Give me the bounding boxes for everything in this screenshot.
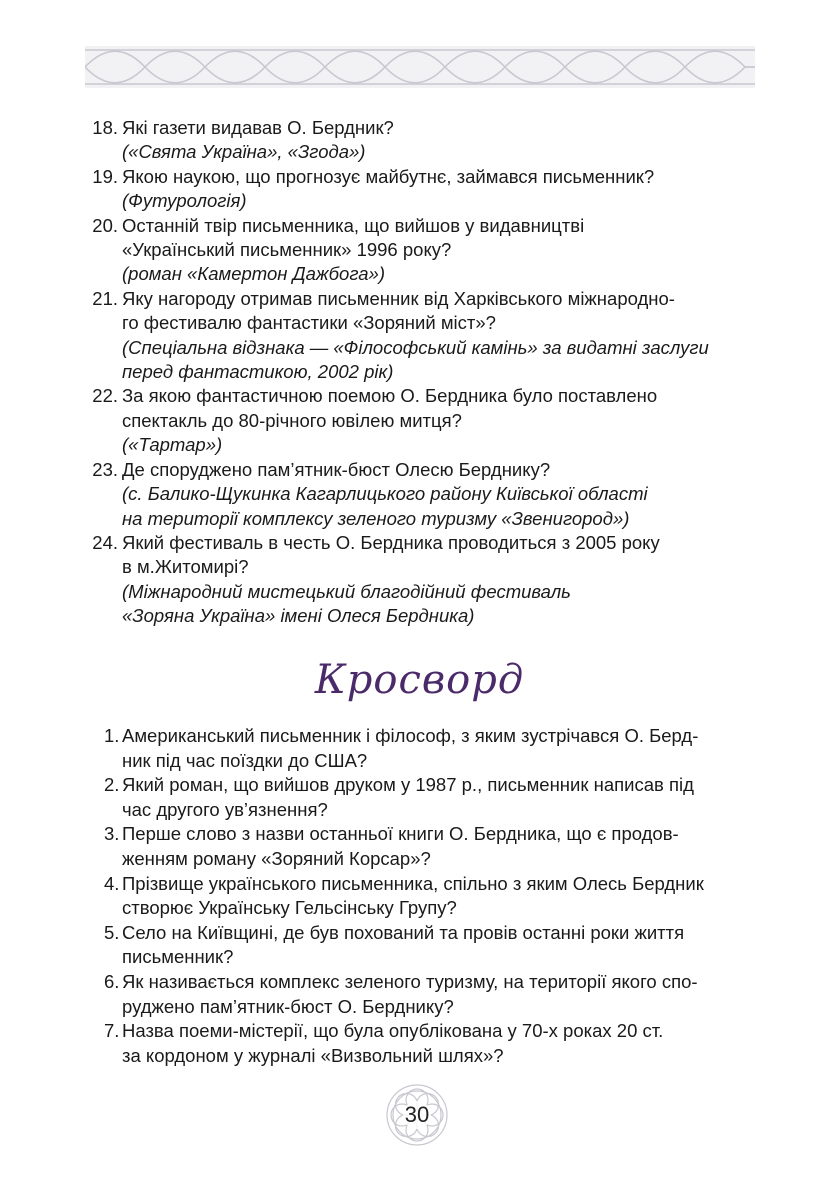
answer-text: на території комплексу зеленого туризму «Звенигород») bbox=[122, 507, 630, 529]
question-text: Де споруджено пам’ятник-бюст Олесю Берднику? bbox=[122, 458, 551, 480]
clue-text: час другого ув’язнення? bbox=[122, 798, 328, 820]
question-item bbox=[88, 165, 768, 214]
question-text: Які газети видавав О. Бердник? bbox=[122, 117, 394, 138]
page-number-badge bbox=[385, 1083, 449, 1147]
clue-item bbox=[104, 872, 764, 921]
question-text: спектакль до 80-річного ювілею митця? bbox=[122, 409, 462, 431]
question-text: За якою фантастичною поемою О. Бердника було поставлено bbox=[122, 385, 658, 407]
clue-number: 2. bbox=[104, 774, 120, 796]
clue-number: 7. bbox=[104, 1020, 120, 1042]
clue-item bbox=[104, 921, 764, 970]
page-number: 30 bbox=[404, 1102, 430, 1127]
clue-text: письменник? bbox=[122, 946, 234, 968]
questions-list bbox=[88, 116, 768, 629]
crossword-clues-list bbox=[104, 724, 764, 1068]
question-text: Яку нагороду отримав письменник від Харківського міжнародно- bbox=[122, 287, 675, 309]
clue-number: 4. bbox=[104, 872, 120, 894]
answer-text: («Тартар») bbox=[122, 434, 223, 456]
question-number: 23. bbox=[92, 458, 118, 480]
answer-text: (Міжнародний мистецький благодійний фестиваль bbox=[122, 580, 571, 602]
question-item bbox=[88, 287, 768, 385]
clue-text: створює Українську Гельсінську Групу? bbox=[122, 897, 457, 919]
clue-text: Назва поеми-містерії, що була опублікована у 70-х роках 20 ст. bbox=[122, 1020, 664, 1042]
clue-item bbox=[104, 822, 764, 871]
clue-text: женням роману «Зоряний Корсар»? bbox=[122, 847, 431, 869]
clue-text: ник під час поїздки до США? bbox=[122, 749, 368, 771]
question-text: «Український письменник» 1996 року? bbox=[122, 239, 452, 261]
answer-text: («Свята Україна», «Згода») bbox=[122, 141, 366, 163]
question-number: 22. bbox=[92, 385, 118, 407]
question-text: Останній твір письменника, що вийшов у видавництві bbox=[122, 214, 585, 236]
answer-text: (с. Балико-Щукинка Кагарлицького району Київської області bbox=[122, 483, 648, 505]
question-item bbox=[88, 384, 768, 457]
answer-text: (Спеціальна відзнака — «Філософський камінь» за видатні заслуги bbox=[122, 336, 709, 358]
header-ornament bbox=[85, 46, 755, 88]
clue-item bbox=[104, 1019, 764, 1068]
clue-number: 5. bbox=[104, 921, 120, 943]
answer-text: «Зоряна Україна» імені Олеся Бердника) bbox=[122, 605, 475, 627]
crossword-title: Кросворд bbox=[314, 657, 525, 703]
clue-text: за кордоном у журналі «Визвольний шлях»? bbox=[122, 1044, 504, 1066]
clue-item bbox=[104, 773, 764, 822]
question-number: 20. bbox=[92, 214, 118, 236]
clue-text: Перше слово з назви останньої книги О. Бердника, що є продов- bbox=[122, 823, 679, 845]
question-number: 18. bbox=[92, 117, 118, 138]
clue-text: Село на Київщині, де був похований та провів останні роки життя bbox=[122, 921, 685, 943]
clue-item bbox=[104, 970, 764, 1019]
question-item bbox=[88, 116, 768, 165]
question-text: Який фестиваль в честь О. Бердника проводиться з 2005 року bbox=[122, 531, 660, 553]
question-item bbox=[88, 214, 768, 287]
clue-text: Який роман, що вийшов друком у 1987 р., письменник написав під bbox=[122, 774, 694, 796]
clue-text: Як називається комплекс зеленого туризму, на території якого спо- bbox=[122, 970, 698, 992]
question-item bbox=[88, 458, 768, 531]
question-number: 21. bbox=[92, 287, 118, 309]
clue-number: 6. bbox=[104, 970, 120, 992]
question-text: го фестивалю фантастики «Зоряний міст»? bbox=[122, 312, 496, 334]
clue-text: Прізвище українського письменника, спільно з яким Олесь Бердник bbox=[122, 872, 704, 894]
clue-number: 1. bbox=[104, 725, 120, 746]
question-text: Якою наукою, що прогнозує майбутнє, займався письменник? bbox=[122, 165, 655, 187]
clue-item bbox=[104, 724, 764, 773]
clue-number: 3. bbox=[104, 823, 120, 845]
clue-text: Американський письменник і філософ, з яким зустрічався О. Берд- bbox=[122, 725, 699, 746]
answer-text: (Футурологія) bbox=[122, 190, 247, 212]
answer-text: (роман «Камертон Дажбога») bbox=[122, 263, 385, 285]
question-item bbox=[88, 531, 768, 629]
clue-text: руджено пам’ятник-бюст О. Берднику? bbox=[122, 995, 454, 1017]
answer-text: перед фантастикою, 2002 рік) bbox=[122, 361, 394, 383]
question-text: в м.Житомирі? bbox=[122, 556, 249, 578]
question-number: 24. bbox=[92, 531, 118, 553]
question-number: 19. bbox=[92, 165, 118, 187]
